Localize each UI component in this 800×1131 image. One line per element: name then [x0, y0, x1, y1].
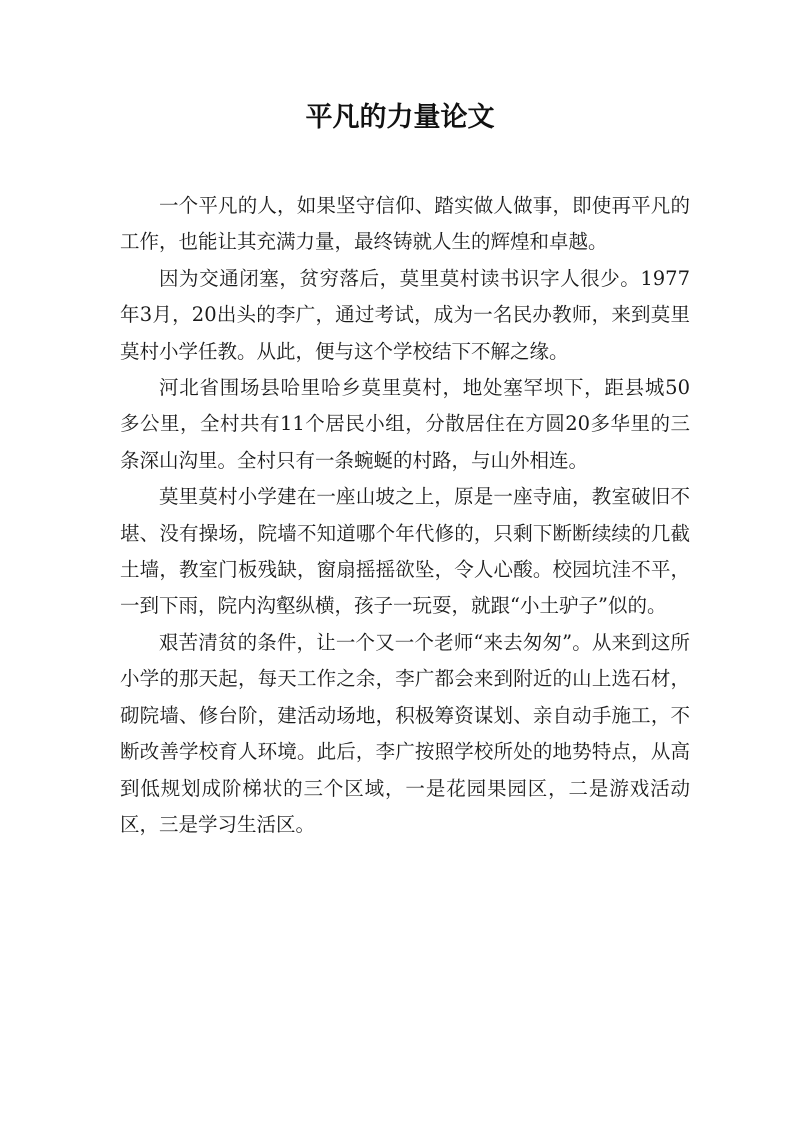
document-title: 平凡的力量论文 — [305, 102, 495, 133]
paragraph: 因为交通闭塞，贫穷落后，莫里莫村读书识字人很少。1977年3月，20出头的李广，通过考试，成为一名民办教师，来到莫里莫村小学任教。从此，便与这个学校结下不解之缘。 — [120, 266, 690, 363]
paragraph: 莫里莫村小学建在一座山坡之上，原是一座寺庙，教室破旧不堪、没有操场，院墙不知道哪个年代修的，只剩下断断续续的几截土墙，教室门板残缺，窗扇摇摇欲坠，令人心酸。校园坑洼不平，一到下雨，院内沟壑纵横，孩子一玩耍，就跟“小土驴子”似的。 — [120, 485, 690, 618]
paragraph: 艰苦清贫的条件，让一个又一个老师“来去匆匆”。从来到这所小学的那天起，每天工作之余，李广都会来到附近的山上选石材，砌院墙、修台阶，建活动场地，积极筹资谋划、亲自动手施工，不断改善学校育人环境。此后，李广按照学校所处的地势特点，从高到低规划成阶梯状的三个区域，一是花园果园区，二是游戏活动区，三是学习生活区。 — [120, 630, 690, 836]
paragraph: 一个平凡的人，如果坚守信仰、踏实做人做事，即使再平凡的工作，也能让其充满力量，最终铸就人生的辉煌和卓越。 — [120, 194, 690, 254]
document-body — [120, 188, 690, 843]
paragraph: 河北省围场县哈里哈乡莫里莫村，地处塞罕坝下，距县城50多公里，全村共有11个居民小组，分散居住在方圆20多华里的三条深山沟里。全村只有一条蜿蜒的村路，与山外相连。 — [120, 376, 690, 472]
